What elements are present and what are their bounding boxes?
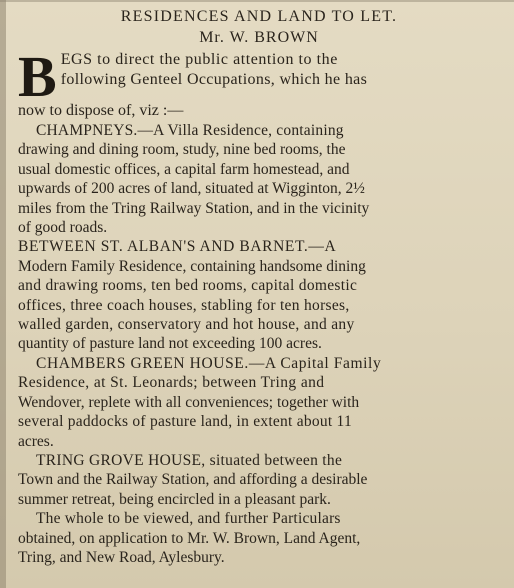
listing-line: Residence, at St. Leonards; between Tring and <box>18 374 325 392</box>
listing-line: usual domestic offices, a capital farm homestead, and <box>18 160 350 178</box>
advertisement-heading: RESIDENCES AND LAND TO LET. <box>120 8 398 25</box>
listing-chambers-green-house <box>18 354 500 451</box>
listing-champneys <box>18 121 500 237</box>
intro-line: now to dispose of, viz :— <box>18 102 184 119</box>
listing-line: Wendover, replete with all conveniences; together with <box>18 393 360 411</box>
listing-line: obtained, on application to Mr. W. Brown, Land Agent, <box>18 529 361 547</box>
listing-tring-grove-house <box>18 451 500 509</box>
listing-line: BETWEEN ST. ALBAN'S AND BARNET.—A <box>18 238 337 256</box>
listing-between-st-albans-and-barnet <box>18 237 500 353</box>
listing-line: and drawing rooms, ten bed rooms, capital domestic <box>18 277 358 295</box>
listing-line: acres. <box>18 432 54 450</box>
intro-line: following Genteel Occupations, which he has <box>60 71 368 88</box>
listing-line: Modern Family Residence, containing handsome dining <box>18 257 366 275</box>
listing-line: CHAMBERS GREEN HOUSE.—A Capital Family <box>36 354 382 372</box>
viewing-particulars <box>18 509 500 567</box>
listing-line: of good roads. <box>18 219 108 237</box>
intro-line: EGS to direct the public attention to the <box>60 51 338 68</box>
listing-line: summer retreat, being encircled in a pleasant park. <box>18 490 331 508</box>
column-rule-top <box>0 0 514 2</box>
listing-line: offices, three coach houses, stabling for ten horses, <box>18 296 350 314</box>
listing-line: quantity of pasture land not exceeding 100 acres. <box>18 335 322 353</box>
listing-line: several paddocks of pasture land, in extent about 11 <box>18 413 352 431</box>
intro-paragraph <box>18 44 500 121</box>
listing-line: TRING GROVE HOUSE, situated between the <box>36 451 343 469</box>
listing-line: CHAMPNEYS.—A Villa Residence, containing <box>36 122 344 139</box>
listing-line: walled garden, conservatory and hot house, and any <box>18 316 355 334</box>
listing-line: upwards of 200 acres of land, situated at Wigginton, 2½ <box>18 180 365 198</box>
listing-line: Town and the Railway Station, and affording a desirable <box>18 471 368 489</box>
listing-line: drawing and dining room, study, nine bed rooms, the <box>18 141 346 159</box>
advertisement-body <box>18 6 500 567</box>
listing-line: Tring, and New Road, Aylesbury. <box>18 548 225 566</box>
listing-line: miles from the Tring Railway Station, and in the vicinity <box>18 199 370 217</box>
agent-name: Mr. W. BROWN <box>199 29 319 46</box>
column-rule-left <box>0 0 6 588</box>
drop-cap-letter: B <box>18 44 57 109</box>
listing-line: The whole to be viewed, and further Particulars <box>36 510 341 528</box>
